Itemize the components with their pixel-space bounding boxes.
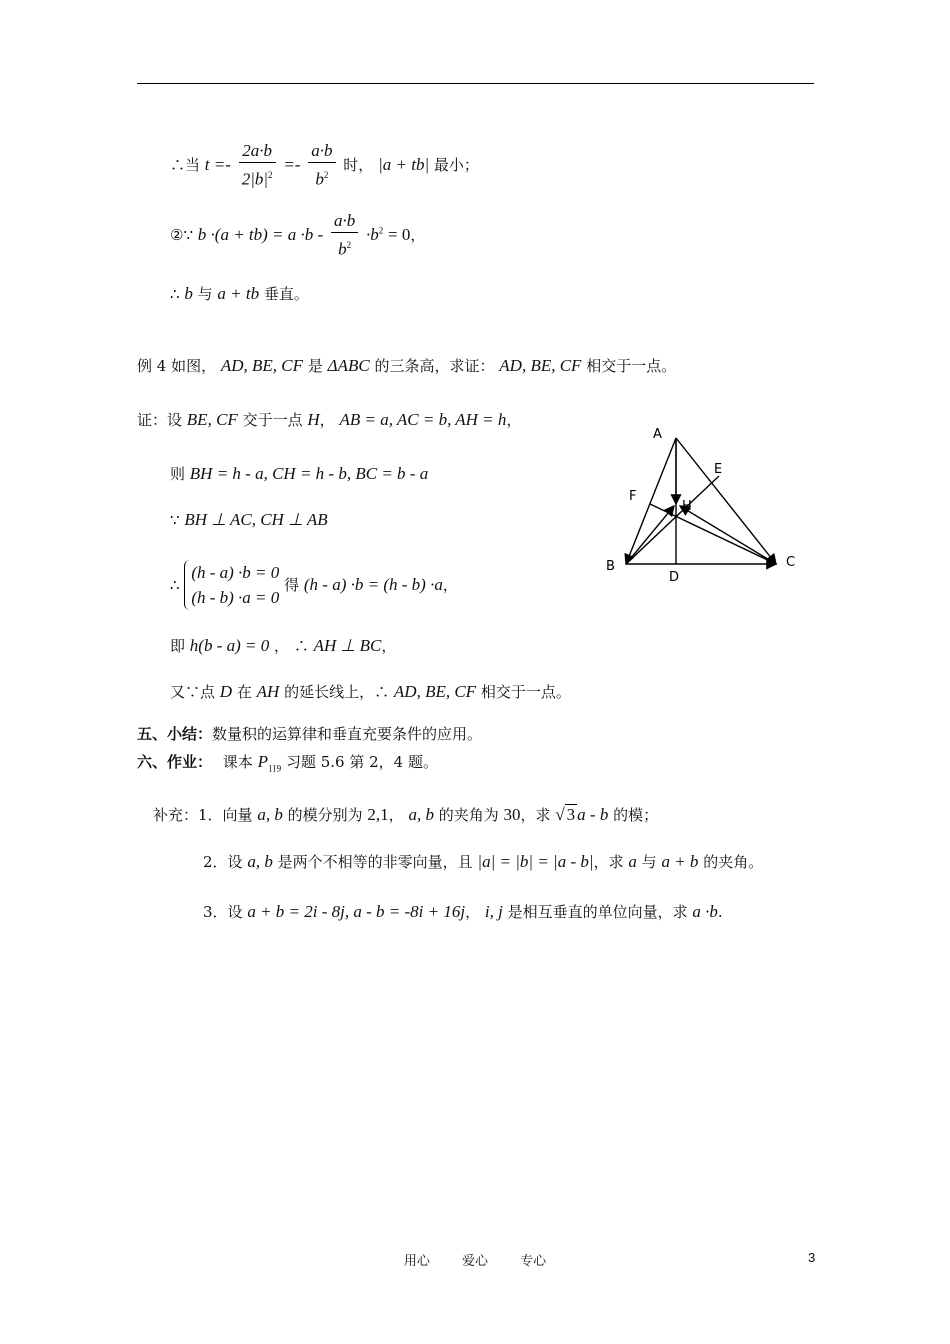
header-rule xyxy=(137,83,814,84)
fraction-3-numerator: a·b xyxy=(331,210,358,233)
fraction-2 xyxy=(308,140,335,192)
q2-number: 2．设 xyxy=(203,853,243,871)
altitude-cf xyxy=(650,504,776,564)
derived-equation: (h - a) ·b = (h - b) ·a xyxy=(303,575,443,594)
q3-ab: a ·b xyxy=(692,902,718,921)
point-h: H xyxy=(307,410,320,429)
footer-word-2: 爱心 xyxy=(461,1254,488,1269)
is-text: 是 xyxy=(307,357,323,375)
altitudes-text: 的三条高，求证： xyxy=(374,357,495,375)
summary-text: 数量积的运算律和垂直充要条件的应用。 xyxy=(212,725,483,743)
b-squared: $\cdot b^2$ xyxy=(366,224,384,244)
comma: ， xyxy=(442,576,458,594)
vector-definitions: AB = a, AC = b, AH = h xyxy=(339,410,507,429)
footer-word-3: 专心 xyxy=(520,1254,547,1269)
comma: ， xyxy=(465,903,481,921)
fraction-1-numerator: 2a·b xyxy=(239,140,276,163)
concur-text: 相交于一点。 xyxy=(586,357,677,375)
lines-ad-be-cf-2: AD, BE, CF xyxy=(499,356,582,375)
perpendicular-text: 垂直。 xyxy=(263,285,309,303)
exercise-text: 习题 5.6 第 2，4 题。 xyxy=(285,753,438,771)
supplement-q1 xyxy=(153,804,658,825)
fraction-3 xyxy=(331,210,358,262)
label-a: A xyxy=(653,427,662,442)
textbook-text: 课本 xyxy=(222,753,253,771)
system-eq-2: (h - b) ·a = 0 xyxy=(191,588,280,607)
therefore-4: ∴ xyxy=(170,576,180,594)
segment-ah: AH xyxy=(256,682,280,701)
supplement-label: 补充：1．向量 xyxy=(153,806,253,824)
supplement-q2 xyxy=(203,852,763,872)
a-plus-tb: a + tb xyxy=(217,284,260,303)
q2-seek: ，求 xyxy=(593,853,624,871)
label-d: D xyxy=(669,570,680,585)
therefore-when: ∴当 xyxy=(170,155,201,174)
vectors-ab-2: a, b xyxy=(408,805,434,824)
on-text: 在 xyxy=(236,683,252,701)
extension-text: 的延长线上，∴ xyxy=(284,683,390,701)
comma: ， xyxy=(319,411,335,429)
homework-section xyxy=(137,752,438,778)
proof-line-system xyxy=(170,560,458,616)
footer-word-1: 用心 xyxy=(403,1254,430,1269)
q3-tail: . xyxy=(717,903,723,921)
fraction-2-numerator: a·b xyxy=(308,140,335,163)
proof-prefix: 证：设 xyxy=(137,411,183,429)
vector-bh xyxy=(626,506,674,564)
bh-ch-bc-expr: BH = h - a, CH = h - b, BC = b - a xyxy=(189,464,429,483)
proof-line-3 xyxy=(170,284,309,304)
hba-zero: h(b - a) = 0 xyxy=(189,636,270,655)
angle-value: 30 xyxy=(503,805,521,824)
q3-number: 3．设 xyxy=(203,903,243,921)
therefore-5: ， ∴ xyxy=(274,637,309,655)
also-point: 又∵点 xyxy=(170,683,216,701)
meet-text: 交于一点 xyxy=(242,411,303,429)
label-c: C xyxy=(786,555,796,570)
vector-b: b xyxy=(184,284,193,303)
vector-ch xyxy=(680,506,776,564)
comma: ， xyxy=(506,411,522,429)
label-b: B xyxy=(606,559,615,574)
homework-heading: 六、作业： xyxy=(137,753,213,771)
altitude-be xyxy=(626,476,719,564)
modulus-text: 的模分别为 xyxy=(287,806,363,824)
fraction-1 xyxy=(239,140,276,192)
t-equals: t =- xyxy=(204,154,231,174)
ie-text: 即 xyxy=(170,637,186,655)
comma: ， xyxy=(410,225,426,244)
system-eq-1: (h - a) ·b = 0 xyxy=(191,563,280,582)
q1-tail: 的模； xyxy=(613,806,659,824)
q2-tail: 的夹角。 xyxy=(703,853,764,871)
q3-ij: i, j xyxy=(484,902,503,921)
fraction-3-denominator: $b^2$ xyxy=(338,239,352,259)
proof-line-conclusion xyxy=(170,682,571,702)
triangle-abc: ΔABC xyxy=(327,356,370,375)
label-h: H xyxy=(682,499,692,514)
equation-system xyxy=(184,560,279,610)
lines-ad-be-cf-3: AD, BE, CF xyxy=(393,682,477,701)
proof-line-then xyxy=(170,464,428,484)
seek-text: ，求 xyxy=(520,806,551,824)
fraction-1-denominator: $2|b|^2$ xyxy=(241,169,273,189)
ah-perp-bc: AH ⊥ BC xyxy=(313,636,382,655)
q3-text: 是相互垂直的单位向量，求 xyxy=(507,903,688,921)
perpendicular-expr: BH ⊥ AC, CH ⊥ AB xyxy=(184,510,328,529)
vectors-ab: a, b xyxy=(257,805,283,824)
proof-line-1 xyxy=(170,140,479,190)
fraction-2-denominator: $b^2$ xyxy=(315,169,329,189)
q2-vector-a: a xyxy=(628,852,637,871)
proof-line-set xyxy=(137,410,521,430)
summary-section xyxy=(137,724,482,744)
when-text: 时， xyxy=(343,155,374,174)
label-e: E xyxy=(714,462,723,477)
minimum-text: 最小； xyxy=(433,155,479,174)
modulus-values: 2,1 xyxy=(367,805,389,824)
then-text: 则 xyxy=(170,465,186,483)
q2-a-plus-b: a + b xyxy=(661,852,699,871)
comma: ， xyxy=(381,637,397,655)
proof-line-ie xyxy=(170,636,396,656)
because-text: ∵ xyxy=(170,511,180,529)
label-f: F xyxy=(629,489,637,504)
q2-condition: |a| = |b| = |a - b| xyxy=(477,852,594,871)
summary-heading: 五、小结： xyxy=(137,725,213,743)
get-text: 得 xyxy=(284,576,300,594)
proof-line-because xyxy=(170,510,328,530)
sqrt-expr: √ 3 xyxy=(555,805,576,824)
abs-expression: |a + tb| xyxy=(378,154,430,174)
because-2: ②∵ xyxy=(170,225,193,244)
lines-ad-be-cf: AD, BE, CF xyxy=(220,356,304,375)
equals-minus: =- xyxy=(283,154,301,174)
q2-text: 是两个不相等的非零向量，且 xyxy=(277,853,473,871)
angle-text: 的夹角为 xyxy=(438,806,499,824)
q2-with: 与 xyxy=(641,853,657,871)
dot-product-expr: b ·(a + tb) = a ·b - xyxy=(197,224,324,244)
comma: ， xyxy=(388,806,404,824)
therefore-3: ∴ xyxy=(170,285,180,303)
lines-be-cf: BE, CF xyxy=(186,410,238,429)
page-ref: $P_{119}$ xyxy=(257,752,282,774)
q1-expression: a - b xyxy=(577,805,609,824)
concur-text-2: 相交于一点。 xyxy=(480,683,571,701)
point-d: D xyxy=(219,682,233,701)
q3-expression: a + b = 2i - 8j, a - b = -8i + 16j xyxy=(247,902,466,921)
example-4 xyxy=(137,356,676,376)
with-text: 与 xyxy=(197,285,213,303)
supplement-q3 xyxy=(203,902,723,922)
example-label: 例 4 如图， xyxy=(137,357,217,375)
triangle-figure xyxy=(598,418,808,588)
equals-zero: = 0 xyxy=(388,224,411,244)
proof-line-2 xyxy=(170,210,425,260)
q2-vectors: a, b xyxy=(247,852,273,871)
page-number: 3 xyxy=(808,1250,816,1265)
